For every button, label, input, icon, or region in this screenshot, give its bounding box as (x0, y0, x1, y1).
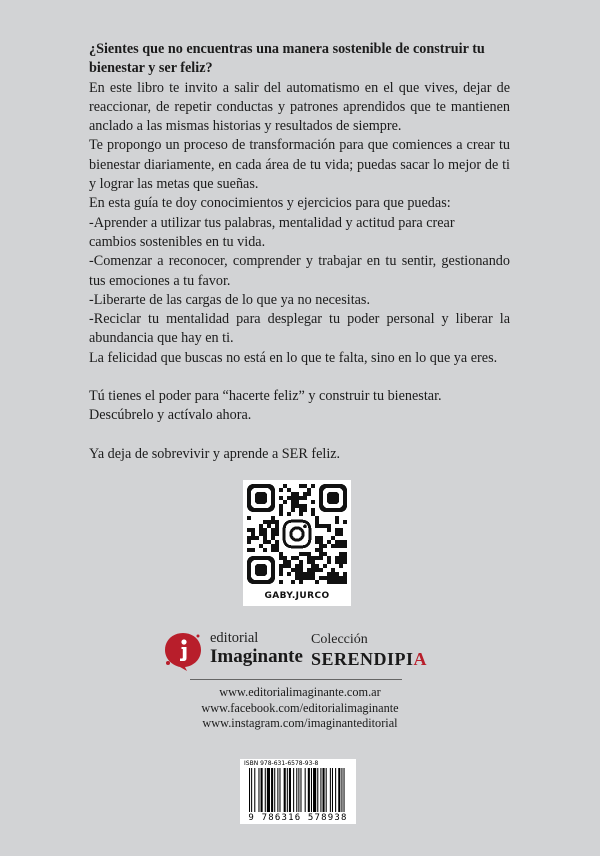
barcode-digits: 9 786316 578938 (248, 813, 348, 823)
bullet-1-line-1: -Aprender a utilizar tus palabras, mentalidad y actitud para crear (89, 214, 455, 231)
publisher-label: editorial (210, 630, 259, 646)
publisher-name: Imaginante (210, 646, 303, 667)
paragraph-intro: En este libro te invito a salir del automatismo en el que vives, dejar de reaccionar, de repetir conductas y patrones aprendidos que te mantienen anclado a las mismas historias y resultados de siempre. (89, 79, 510, 135)
isbn-number: ISBN 978-631-6578-93-8 (244, 760, 319, 767)
paragraph-guide: En esta guía te doy conocimientos y ejercicios para que puedas: (89, 195, 451, 212)
closing-sentence: La felicidad que buscas no está en lo que te falta, sino en lo que ya eres. (89, 349, 498, 366)
qr-code[interactable] (247, 484, 347, 584)
bullet-3: -Liberarte de las cargas de lo que ya no necesitas. (89, 291, 370, 308)
bullet-2: -Comenzar a reconocer, comprender y trabajar en tu sentir, gestionando tus emociones a tu favor. (89, 253, 510, 289)
heading (89, 40, 510, 79)
collection-name-end: A (413, 649, 428, 669)
qr-label: GABY.JURCO (264, 591, 330, 601)
collection-name-main: SERENDIPI (311, 649, 414, 669)
heading-line-1: ¿Sientes que no encuentras una manera sostenible de construir tu (89, 41, 485, 57)
bullet-1-line-2: cambios sostenibles en tu vida. (89, 233, 266, 250)
heading-line-2: bienestar y ser feliz? (89, 60, 213, 77)
collection-logo (311, 630, 428, 672)
isbn-barcode (240, 759, 356, 824)
bullet-4: -Reciclar tu mentalidad para desplegar tu poder personal y liberar la abundancia que hay en ti. (89, 311, 510, 347)
bullet-1 (89, 214, 510, 253)
power-line-1: Tú tienes el poder para “hacerte feliz” y construir tu bienestar. (89, 388, 442, 405)
final-line: Ya deja de sobrevivir y aprende a SER feliz. (89, 445, 341, 462)
divider (190, 679, 402, 680)
instagram-icon (281, 518, 313, 550)
link-facebook[interactable]: www.facebook.com/editorialimaginante (201, 700, 399, 715)
qr-code-card[interactable] (243, 480, 351, 606)
publisher-mark-icon (161, 630, 205, 672)
paragraph-proposal: Te propongo un proceso de transformación para que comiences a crear tu bienestar diariamente, en cada área de tu vida; puedas sacar lo mejor de ti y lograr las metas que sueñas. (89, 137, 510, 193)
link-instagram[interactable]: www.instagram.com/imaginanteditorial (202, 716, 398, 730)
link-website[interactable]: www.editorialimaginante.com.ar (219, 685, 381, 699)
links-block (150, 685, 450, 732)
collection-label: Colección (311, 632, 368, 647)
publisher-logo (161, 630, 311, 672)
back-cover-text (89, 40, 510, 464)
power-line-2: Descúbrelo y actívalo ahora. (89, 407, 252, 424)
collection-name (311, 649, 427, 670)
